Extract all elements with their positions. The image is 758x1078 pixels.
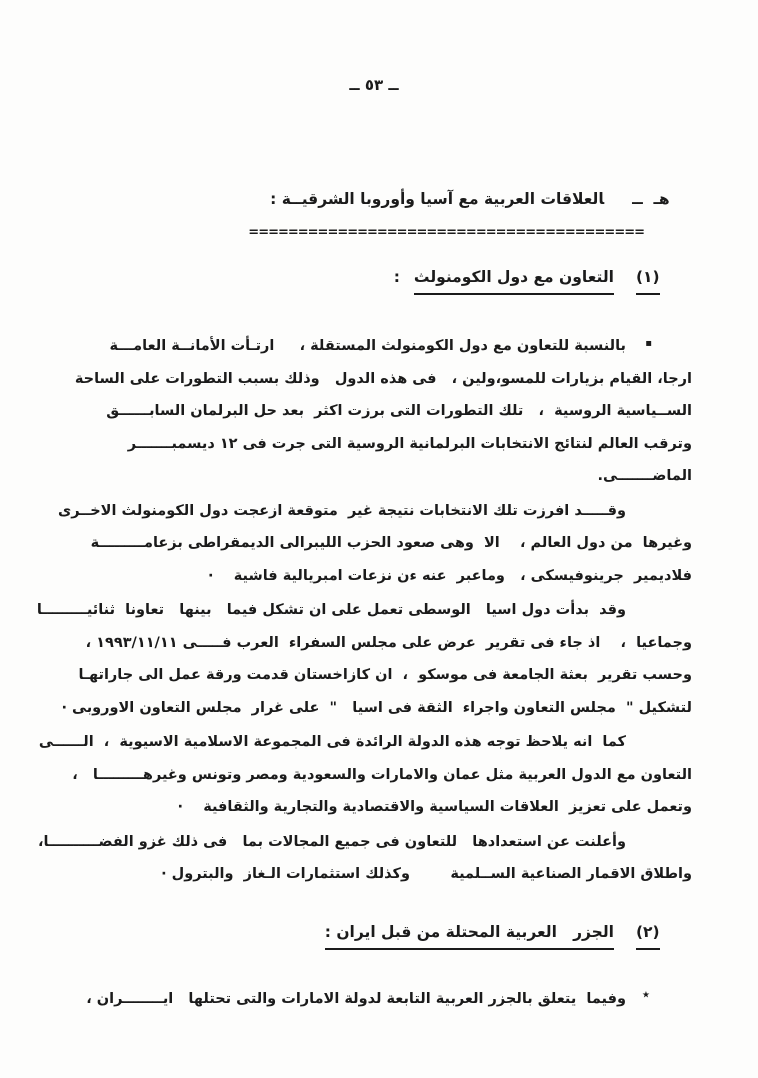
text-line: ارجا، القيام بزيارات للمسو،ولين ، فى هذه الدول وذلك بسبب التطورات على الساحة [74, 370, 692, 387]
heading-marker: هـ ــ [632, 190, 670, 208]
square-bullet-icon: ▪ [645, 338, 652, 349]
heading-underline: ======================================== [248, 225, 644, 240]
text-line: وقد بدأت دول اسيا الوسطى تعمل على ان تشكل فيما بينها تعاونا ثنائيـــــــــا [36, 602, 626, 618]
text-line: كما انه يلاحظ توجه هذه الدولة الرائدة فى المجموعة الاسلامية الاسيوية ، الــــــى [38, 734, 626, 750]
text-line: وقـــــد افرزت تلك الانتخابات نتيجة غير متوقعة ازعجت دول الكومنولث الاخــرى [58, 502, 626, 519]
section-2-title: الجزر العربية المحتلة من قبل ايران : [325, 923, 614, 950]
paragraph [88, 983, 692, 1016]
text-line: وجماعيا ، اذ جاء فى تقرير عرض على مجلس السفراء العرب فـــــى ١٩٩٣/١١/١١ ، [85, 634, 692, 651]
section-2-heading [88, 905, 692, 968]
heading-title: العلاقات العربية مع آسيا وأوروبا الشرقيــة : [270, 190, 605, 208]
section-1-title: التعاون مع دول الكومنولث [414, 268, 614, 295]
text-line: وحسب تقرير بعثة الجامعة فى موسكو ، ان كازاخستان قدمت ورقة عمل الى جاراتهـا [78, 667, 692, 683]
paragraph [38, 826, 692, 891]
text-line: وتعمل على تعزيز العلاقات السياسية والاقتصادية والتجارية والثقافية · [177, 799, 692, 815]
main-heading [248, 172, 702, 238]
main-heading-line [248, 172, 702, 226]
text-line: بالنسبة للتعاون مع دول الكومنولث المستقلة ، ارتـأت الأمانــة العامـــة [109, 338, 626, 354]
text-line: واطلاق الاقمار الصناعية الســلمية وكذلك استثمارات الـغاز والبترول · [161, 866, 692, 882]
section-1-number: (١) [636, 268, 660, 295]
section-1-colon: : [393, 268, 400, 286]
text-line: فلاديمير جرينوفيسكى ، وماعبر عنه ءن نزعات امبريالية فاشية · [208, 567, 692, 584]
text-line: وأعلنت عن استعدادها للتعاون فى جميع المجالات بما فى ذلك غزو الفضــــــــــا، [38, 833, 626, 850]
paragraph [38, 726, 692, 824]
section-1-heading [88, 250, 692, 313]
text-line: الماضـــــــى. [597, 468, 692, 484]
page-number: ــ ٥٣ ــ [349, 76, 399, 94]
document-body [36, 250, 692, 1017]
text-line: وفيما يتعلق بالجزر العربية التابعة لدولة الامارات والتى تحتلها ايــــــــران ، [86, 990, 626, 1007]
paragraph [36, 594, 692, 724]
text-line: الســياسية الروسية ، تلك التطورات التى برزت اكثر بعد حل البرلمان السابــــــق [106, 403, 692, 419]
text-line: وغيرها من دول العالم ، الا وهى صعود الحزب الليبرالى الديمقراطى بزعامـــــــــة [90, 535, 692, 551]
text-line: وترقب العالم لنتائج الانتخابات البرلمانية الروسية التى جرت فى ١٢ ديسمبـــــــر [127, 435, 692, 452]
text-line: لتشكيل " مجلس التعاون واجراء الثقة فى اسيا " على غرار مجلس التعاون الاوروبى · [61, 699, 692, 716]
asterisk-bullet-icon: ٭ [641, 984, 650, 1003]
text-line: التعاون مع الدول العربية مثل عمان والامارات والسعودية ومصر وتونس وغيرهـــــــــا ، [72, 766, 692, 783]
paragraph [58, 495, 692, 593]
section-2-number: (٢) [636, 923, 660, 950]
paragraph [74, 330, 692, 493]
